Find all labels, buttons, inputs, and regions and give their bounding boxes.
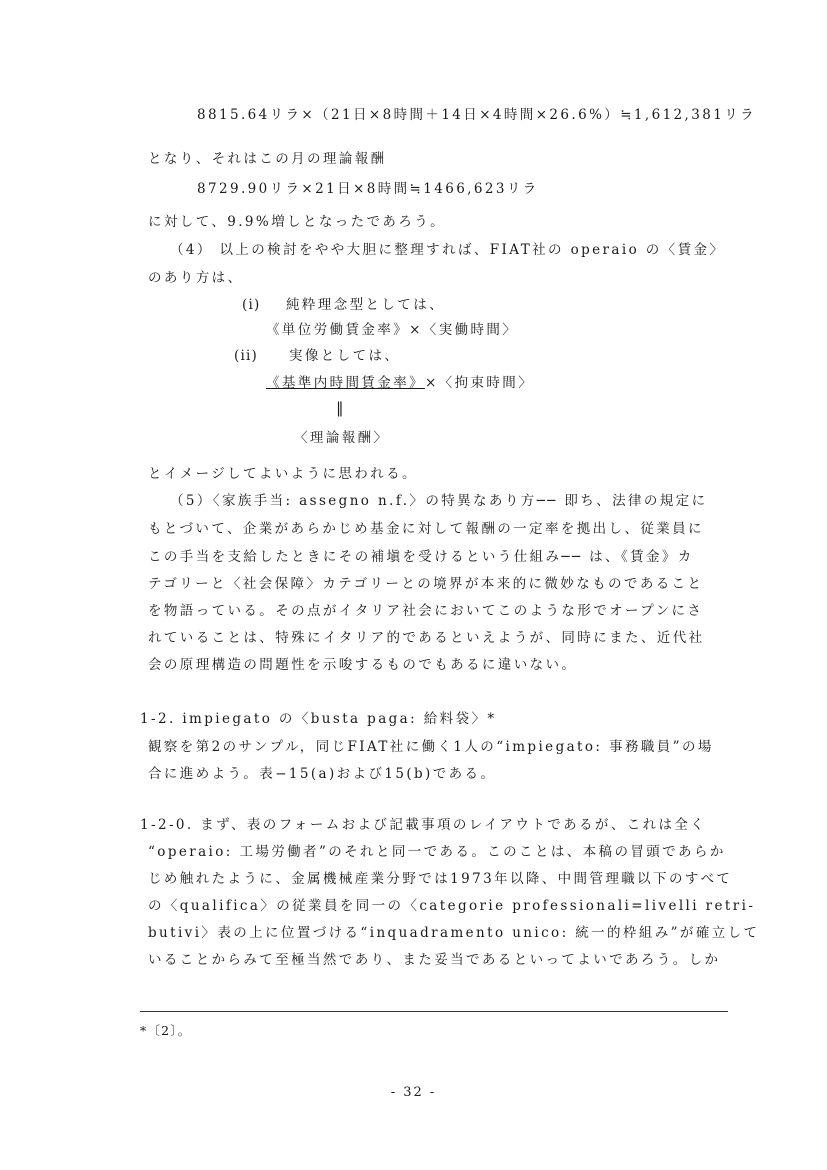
section-1-2-0-line: “operaio: 工場労働者”のそれと同一である。このことは、本稿の冒頭であらか — [148, 844, 726, 860]
item-ii-text: 実像としては、 — [289, 348, 401, 364]
section-heading-1-2: 1-2. impiegato の〈busta paga: 給料袋〉* — [140, 711, 497, 727]
paragraph-5-line: この手当を支給したときにその補塡を受けるという仕組み── は、《賃金》カ — [148, 549, 694, 565]
section-1-2-0-line: じめ触れたように、金属機械産業分野では1973年以降、中間管理職以下のすべて — [148, 871, 733, 887]
item-i-formula: 《単位労働賃金率》×〈実働時間〉 — [266, 322, 519, 338]
section-1-2-0-line: butivi〉表の上に位置づける“inquadramento unico: 統一的枠組み”が確立して — [148, 925, 760, 941]
section-1-2-line: 観察を第2のサンプル，同じFIAT社に働く1人の“impiegato: 事務職員”の場 — [148, 739, 714, 755]
text-line: とイメージしてよいように思われる。 — [148, 466, 418, 482]
page-number: - 32 - — [390, 1085, 437, 1100]
item-i-text: 純粋理念型としては、 — [286, 297, 445, 313]
paragraph-4-line-2: のあり方は、 — [148, 270, 244, 286]
footnote: *〔2〕。 — [140, 1023, 192, 1038]
text-line: となり、それはこの月の理論報酬 — [148, 151, 387, 167]
section-1-2-0-line: いることからみて至極当然であり、また妥当であるといってよいであろう。しか — [148, 952, 721, 968]
section-1-2-line: 合に進めよう。表−15(a)および15(b)である。 — [148, 766, 497, 782]
item-ii-formula — [266, 373, 534, 393]
paragraph-5-line: もとづいて、企業があらかじめ基金に対して報酬の一定率を拠出し、従業員に — [148, 521, 704, 537]
item-ii-formula-underlined: 《基準内時間賃金率》 — [266, 375, 425, 391]
text-line: に対して、9.9%増しとなったであろう。 — [148, 214, 447, 230]
paragraph-5-line: （5）〈家族手当: assegno n.f.〉の特異なあり方── 即ち、法律の規定に — [170, 493, 708, 509]
footnote-rule — [140, 1011, 728, 1012]
section-1-2-0-line: の〈qualifica〉の従業員を同一の〈categorie professionali=livelli retri- — [148, 898, 756, 914]
item-ii-result: 〈理論報酬〉 — [294, 430, 390, 446]
paragraph-5-line: 会の原理構造の問題性を示唆するものでもあるに違いない。 — [148, 657, 578, 673]
item-ii-formula-rest: ×〈拘束時間〉 — [425, 375, 535, 391]
equivalence-mark: ‖ — [336, 399, 345, 417]
item-ii-label: (ii) — [234, 348, 258, 364]
paragraph-5-line: を物語っている。その点がイタリア社会においてこのような形でオープンにさ — [148, 603, 704, 619]
paragraph-5-line: テゴリーと〈社会保障〉カテゴリーとの境界が本来的に微妙なものであること — [148, 576, 704, 592]
paragraph-4-line-1: （4） 以上の検討をやや大胆に整理すれば、FIAT社の operaio の〈賃金〉 — [170, 242, 726, 258]
formula-line-2: 8729.90リラ×21日×8時間≒1466,623リラ — [197, 181, 539, 197]
formula-line-1: 8815.64リラ×（21日×8時間＋14日×4時間×26.6%）≒1,612,381リラ — [197, 107, 757, 123]
item-i-label: (i) — [242, 297, 261, 313]
paragraph-5-line: れていることは、特殊にイタリア的であるといえようが、同時にまた、近代社 — [148, 630, 705, 646]
section-1-2-0-line: 1-2-0. まず、表のフォームおよび記載事項のレイアウトであるが、これは全く — [140, 817, 707, 833]
